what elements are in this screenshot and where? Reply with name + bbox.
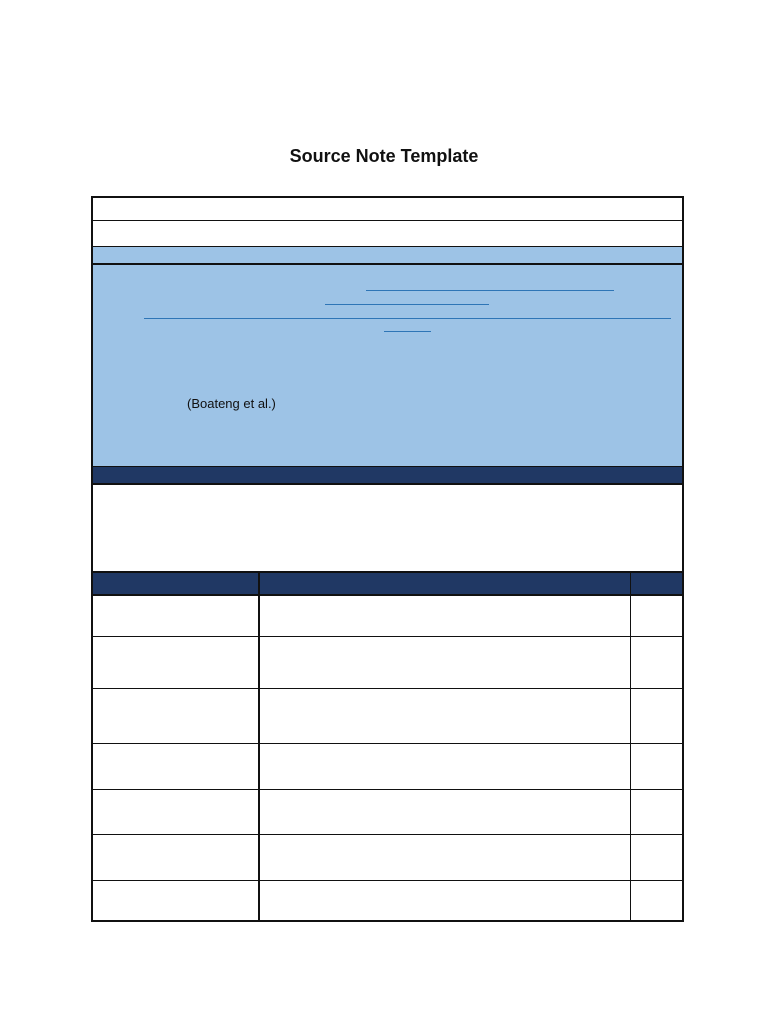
citation-link-underline[interactable] xyxy=(144,318,671,319)
citation-header-band xyxy=(93,247,682,265)
table-row[interactable] xyxy=(93,744,682,790)
author-field-row[interactable] xyxy=(93,221,682,247)
table-column-divider xyxy=(630,573,631,920)
table-column-divider xyxy=(258,573,260,920)
table-row[interactable] xyxy=(93,596,682,637)
source-field-row[interactable] xyxy=(93,198,682,221)
table-header-row xyxy=(93,573,682,596)
in-text-citation: (Boateng et al.) xyxy=(187,396,276,411)
citation-link-underline[interactable] xyxy=(325,304,489,305)
citation-link-underline[interactable] xyxy=(384,331,431,332)
table-row[interactable] xyxy=(93,835,682,881)
page-title: Source Note Template xyxy=(289,146,479,166)
notes-area[interactable] xyxy=(93,485,682,573)
table-row[interactable] xyxy=(93,881,682,920)
source-note-sheet xyxy=(91,196,684,922)
citation-section xyxy=(93,265,682,466)
citation-link-underline[interactable] xyxy=(366,290,614,291)
table-row[interactable] xyxy=(93,790,682,835)
table-row[interactable] xyxy=(93,637,682,689)
notes-header-band xyxy=(93,466,682,485)
table-row[interactable] xyxy=(93,689,682,744)
